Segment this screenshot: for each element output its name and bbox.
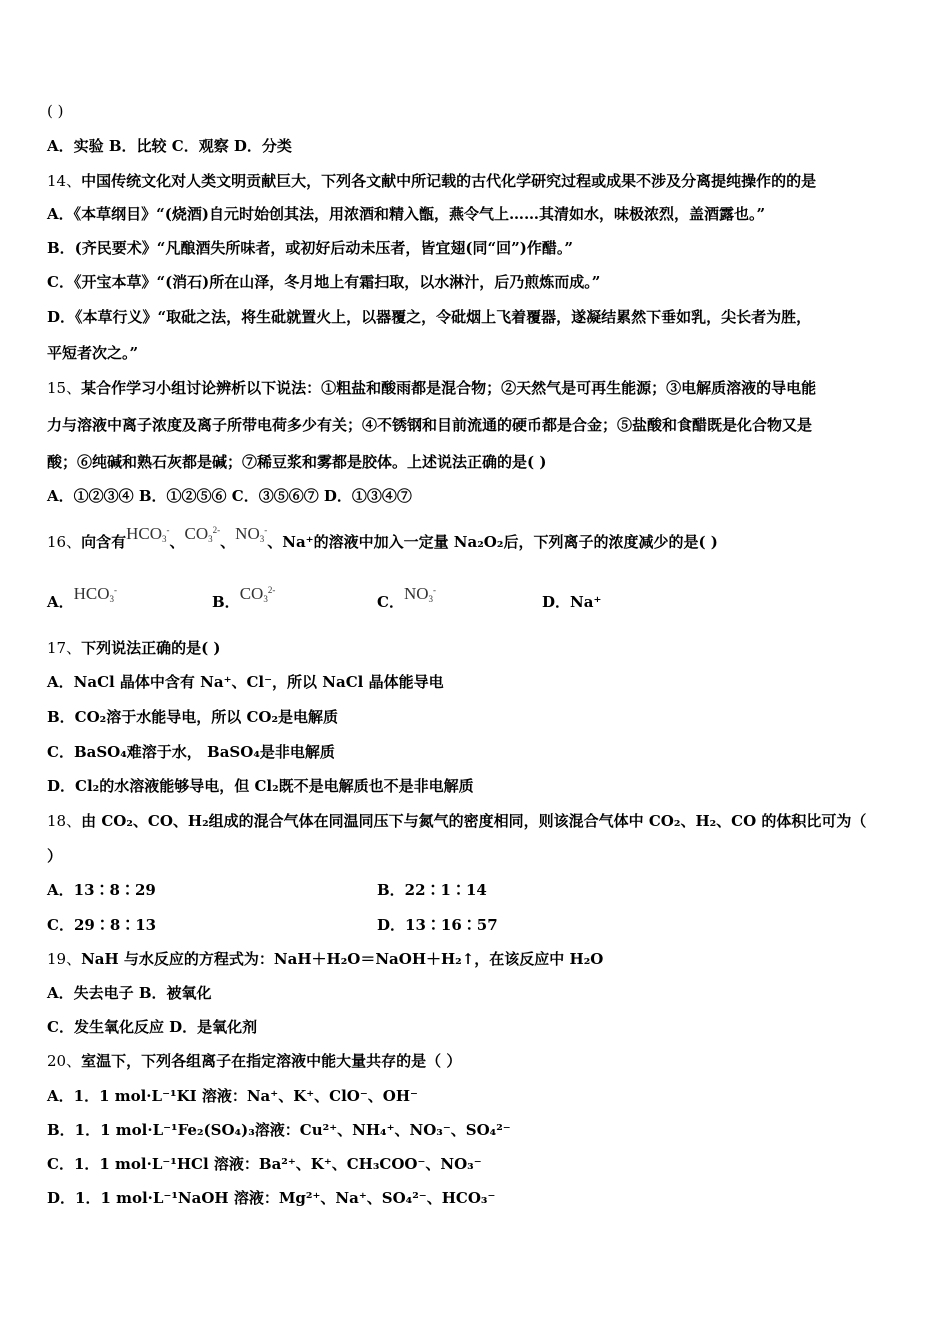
q16-option-b: B．$CO_3^{2-}$: [212, 584, 276, 611]
q17-option-b: B．CO₂溶于水能导电，所以 CO₂是电解质: [47, 708, 339, 726]
q14-option-d-cont: 平短者次之。”: [47, 344, 139, 362]
q20-option-b: B．1．1 mol·L⁻¹Fe₂(SO₄)₃溶液：Cu²⁺、NH₄⁺、NO₃⁻、SO₄²⁻: [47, 1121, 511, 1139]
q17-option-c: C．BaSO₄难溶于水， BaSO₄是非电解质: [47, 743, 335, 761]
q20-option-a: A．1．1 mol·L⁻¹KI 溶液：Na⁺、K⁺、ClO⁻、OH⁻: [47, 1087, 418, 1105]
q18-stem-cont: ）: [47, 847, 63, 865]
q14-stem: 14、中国传统文化对人类文明贡献巨大，下列各文献中所记载的古代化学研究过程或成果不涉及分离提纯操作的的是: [47, 172, 817, 190]
q18-option-b: B．22∶1∶14: [377, 881, 487, 899]
carbonate-ion: $CO_3^{2-}$: [184, 524, 221, 544]
q14-option-b: B．(齐民要术》“凡酿酒失所味者，或初好后动未压者，皆宜翅(同“回”)作醋。”: [47, 239, 573, 257]
q20-option-d: D．1．1 mol·L⁻¹NaOH 溶液：Mg²⁺、Na⁺、SO₄²⁻、HCO₃⁻: [47, 1189, 496, 1207]
q14-option-d: D．《本草行义》“取砒之法，将生砒就置火上，以器覆之，令砒烟上飞着覆器，遂凝结累然下垂如乳，尖长者为胜，: [47, 308, 812, 326]
q19-options-cd: C．发生氧化反应 D．是氧化剂: [47, 1018, 258, 1036]
nitrate-ion: $NO_3^-$: [235, 524, 268, 544]
carbonate-ion: $CO_3^{2-}$: [239, 584, 276, 604]
q16-option-d: D．Na⁺: [542, 593, 602, 611]
q17-stem: 17、下列说法正确的是( ): [47, 639, 221, 657]
q15-stem-line1: 15、某合作学习小组讨论辨析以下说法：①粗盐和酸雨都是混合物；②天然气是可再生能源；③电解质溶液的导电能: [47, 379, 817, 397]
bicarbonate-ion: $HCO_3^-$: [126, 524, 170, 544]
q18-stem: 18、由 CO₂、CO、H₂组成的混合气体在同温同压下与氮气的密度相同，则该混合气体中 CO₂、H₂、CO 的体积比可为（: [47, 812, 867, 830]
q16-option-c: C．$NO_3^-$: [377, 584, 437, 611]
q20-stem: 20、室温下，下列各组离子在指定溶液中能大量共存的是（ ）: [47, 1052, 462, 1070]
q20-option-c: C．1．1 mol·L⁻¹HCl 溶液：Ba²⁺、K⁺、CH₃COO⁻、NO₃⁻: [47, 1155, 482, 1173]
nitrate-ion: $NO_3^-$: [403, 584, 437, 604]
bicarbonate-ion: $HCO_3^-$: [73, 584, 118, 604]
q17-option-a: A．NaCl 晶体中含有 Na⁺、Cl⁻，所以 NaCl 晶体能导电: [47, 673, 444, 691]
q13-options: A．实验 B．比较 C．观察 D．分类: [47, 137, 292, 155]
q17-option-d: D．Cl₂的水溶液能够导电，但 Cl₂既不是电解质也不是非电解质: [47, 777, 474, 795]
q19-stem: 19、NaH 与水反应的方程式为：NaH＋H₂O＝NaOH＋H₂↑，在该反应中 H₂O: [47, 950, 604, 968]
q16-option-a: A．$HCO_3^-$: [47, 584, 118, 611]
q18-option-d: D．13∶16∶57: [377, 916, 498, 934]
q15-options: A．①②③④ B．①②⑤⑥ C．③⑤⑥⑦ D．①③④⑦: [47, 487, 412, 505]
q18-option-a: A．13∶8∶29: [47, 881, 156, 899]
q16-stem: 16、向含有$HCO_3^-$、$CO_3^{2-}$、$NO_3^-$、Na⁺的溶液中加入一定量 Na₂O₂后，下列离子的浓度减少的是( ): [47, 524, 718, 551]
q18-option-c: C．29∶8∶13: [47, 916, 157, 934]
q14-option-a: A．《本草纲目》“(烧酒)自元时始创其法，用浓酒和精入甑，燕令气上……其清如水，味极浓烈，盖酒露也。”: [47, 205, 766, 223]
q15-stem-line2: 力与溶液中离子浓度及离子所带电荷多少有关；④不锈钢和目前流通的硬币都是合金；⑤盐酸和食醋既是化合物又是: [47, 416, 813, 434]
q13-paren: ( ): [47, 102, 64, 120]
q15-stem-line3: 酸；⑥纯碱和熟石灰都是碱；⑦稀豆浆和雾都是胶体。上述说法正确的是( ): [47, 453, 547, 471]
q14-option-c: C．《开宝本草》“(消石)所在山泽，冬月地上有霜扫取，以水淋汁，后乃煎炼而成。”: [47, 273, 601, 291]
q19-options-ab: A．失去电子 B．被氧化: [47, 984, 212, 1002]
